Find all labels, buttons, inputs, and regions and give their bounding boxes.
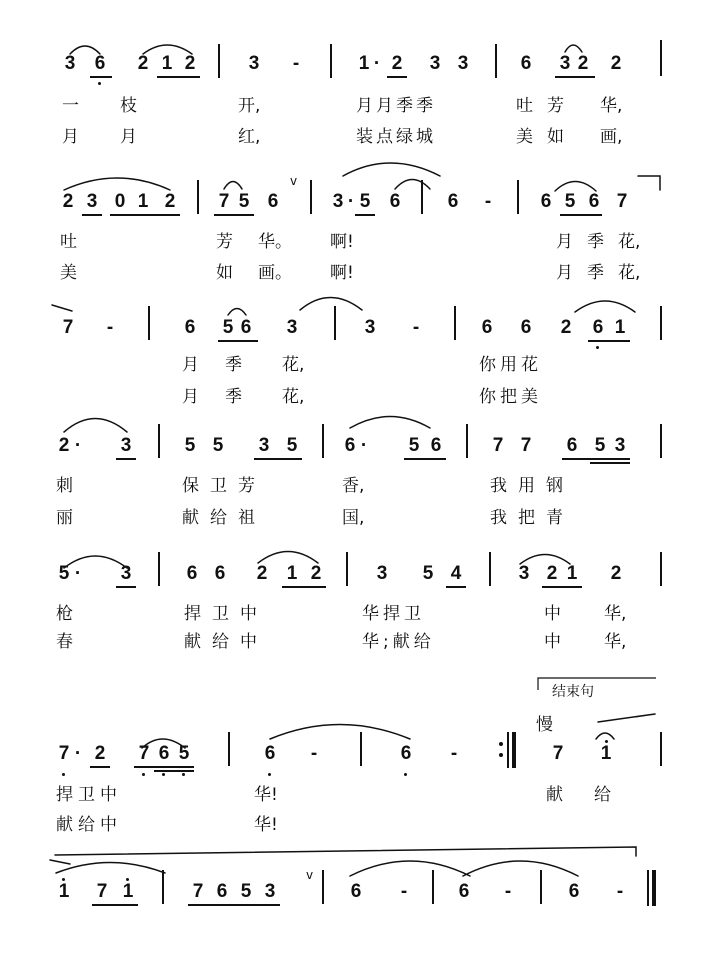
note: 6 [350, 881, 362, 902]
note: 7 [520, 435, 532, 456]
note: 2 [62, 191, 74, 212]
barline [489, 552, 491, 586]
lower-octave-dot [162, 773, 165, 776]
barline [432, 870, 434, 904]
note: 4 [450, 563, 462, 584]
note: 5 [238, 191, 250, 212]
note: 1 [58, 881, 70, 902]
lyric: 吐芳 [516, 96, 578, 116]
note: 6 [184, 317, 196, 338]
note: 7 [616, 191, 628, 212]
augmentation-dot: · [360, 435, 368, 456]
note: 6 [216, 881, 228, 902]
tie-end [50, 860, 70, 864]
upper-octave-dot [62, 878, 65, 881]
note: 6 [186, 563, 198, 584]
note: 6 [520, 317, 532, 338]
barline [158, 424, 160, 458]
underline [387, 76, 407, 78]
note: 6 [344, 435, 356, 456]
lyric: 花, [618, 263, 641, 283]
barline [218, 44, 220, 78]
note: 3 [64, 53, 76, 74]
tempo-slow: 慢 [536, 715, 553, 735]
barline [660, 40, 662, 76]
underline [188, 904, 280, 906]
slur [575, 301, 635, 312]
barline [421, 180, 423, 214]
note: 0 [114, 191, 126, 212]
lyric: 献给祖 [182, 508, 266, 528]
lyric: 月 [182, 355, 199, 375]
dash: - [310, 743, 318, 764]
barline [360, 732, 362, 766]
underline [555, 76, 595, 78]
lyric: 美 [60, 263, 77, 283]
barline [454, 306, 456, 340]
note: 7 [138, 743, 150, 764]
lyric: 献给中 [184, 632, 268, 652]
note: 6 [158, 743, 170, 764]
repeat-barline [507, 732, 509, 768]
note: 3 [376, 563, 388, 584]
note: 7 [492, 435, 504, 456]
underline [154, 770, 194, 772]
note: 6 [566, 435, 578, 456]
underline [590, 462, 630, 464]
augmentation-dot: · [74, 563, 82, 584]
underline [90, 766, 110, 768]
lyric: 中 [544, 604, 561, 624]
underline [404, 458, 446, 460]
barline [660, 424, 662, 458]
augmentation-dot: · [373, 53, 381, 74]
barline [330, 44, 332, 78]
barline [660, 732, 662, 766]
note: 2 [546, 563, 558, 584]
note: 2 [610, 53, 622, 74]
note: 5 [240, 881, 252, 902]
underline [560, 214, 602, 216]
repeat-barline-thick [512, 732, 516, 768]
note: 6 [481, 317, 493, 338]
barline [228, 732, 230, 766]
lyric: 给 [594, 785, 611, 805]
note: 6 [389, 191, 401, 212]
dash: - [412, 317, 420, 338]
note: 3 [258, 435, 270, 456]
augmentation-dot: · [347, 191, 355, 212]
lyric: 如 [216, 263, 233, 283]
breath-mark: v [306, 868, 314, 882]
note: 2 [58, 435, 70, 456]
underline [116, 458, 136, 460]
slur [343, 163, 440, 176]
tie-start [598, 714, 655, 722]
lyric: 美如 [516, 127, 578, 147]
lyric: 花, [618, 232, 641, 252]
note: 5 [422, 563, 434, 584]
note: 1 [600, 743, 612, 764]
lyric: 吐 [60, 232, 77, 252]
note: 2 [577, 53, 589, 74]
note: 3 [429, 53, 441, 74]
dash: - [106, 317, 114, 338]
underline [218, 340, 258, 342]
lyric: 华。 [258, 232, 292, 252]
note: 3 [457, 53, 469, 74]
note: 2 [184, 53, 196, 74]
note: 3 [518, 563, 530, 584]
lyric: 开, [238, 96, 261, 116]
lower-octave-dot [182, 773, 185, 776]
underline [110, 214, 180, 216]
note: 5 [58, 563, 70, 584]
lyric: 季 [225, 355, 242, 375]
barline [517, 180, 519, 214]
note: 6 [400, 743, 412, 764]
note: 7 [58, 743, 70, 764]
underline [254, 458, 302, 460]
barline [158, 552, 160, 586]
note: 3 [120, 563, 132, 584]
underline [134, 766, 194, 768]
lyric: 花, [282, 355, 305, 375]
note: 1 [566, 563, 578, 584]
breath-mark: v [290, 174, 298, 188]
lyric: 红, [238, 127, 261, 147]
underline [157, 76, 200, 78]
slur [224, 182, 242, 190]
note: 6 [264, 743, 276, 764]
lyric: 春 [56, 632, 73, 652]
barline [660, 306, 662, 340]
note: 6 [568, 881, 580, 902]
note: 3 [364, 317, 376, 338]
note: 7 [218, 191, 230, 212]
lyric: 月季 [556, 232, 618, 252]
slur [56, 863, 165, 874]
note: 7 [552, 743, 564, 764]
lyric: 装点绿城 [356, 127, 436, 147]
lyric: 国, [342, 508, 365, 528]
note: 1 [614, 317, 626, 338]
underline [562, 458, 630, 460]
dash: - [450, 743, 458, 764]
upper-octave-dot [126, 878, 129, 881]
lyric: 华! [254, 815, 278, 835]
barline [346, 552, 348, 586]
note: 5 [408, 435, 420, 456]
slur [395, 180, 430, 190]
note: 6 [458, 881, 470, 902]
lyric: 画。 [258, 263, 292, 283]
slur [350, 417, 430, 429]
lyric: 华捍卫 [362, 604, 425, 624]
note: 2 [137, 53, 149, 74]
lyric: 啊! [330, 263, 354, 283]
underline [355, 214, 375, 216]
augmentation-dot: · [74, 743, 82, 764]
dash: - [504, 881, 512, 902]
note: 2 [164, 191, 176, 212]
note: 5 [286, 435, 298, 456]
underline [92, 904, 138, 906]
underline [446, 586, 466, 588]
barline [162, 870, 164, 904]
lower-octave-dot [142, 773, 145, 776]
note: 6 [430, 435, 442, 456]
note: 3 [614, 435, 626, 456]
note: 5 [184, 435, 196, 456]
lyric: 月 [120, 127, 137, 147]
final-barline-thin [647, 870, 649, 906]
ending-label: 结束句 [552, 684, 594, 700]
note: 6 [94, 53, 106, 74]
note: 6 [447, 191, 459, 212]
barline [660, 552, 662, 586]
lower-octave-dot [596, 346, 599, 349]
note: 5 [564, 191, 576, 212]
note: 2 [256, 563, 268, 584]
lower-octave-dot [404, 773, 407, 776]
slur [228, 309, 246, 316]
slur [300, 298, 362, 311]
note: 5 [222, 317, 234, 338]
note: 7 [192, 881, 204, 902]
lyric: 花, [282, 387, 305, 407]
lyric: 我用钢 [490, 476, 574, 496]
slur [350, 861, 470, 876]
note: 2 [310, 563, 322, 584]
barline [148, 306, 150, 340]
lyric: 华, [600, 96, 623, 116]
note: 6 [267, 191, 279, 212]
dash: - [484, 191, 492, 212]
repeat-dot [499, 753, 503, 757]
lyric: 献 [546, 785, 563, 805]
note: 1 [358, 53, 370, 74]
note: 5 [359, 191, 371, 212]
slur [565, 45, 582, 52]
slur [64, 419, 127, 433]
lower-octave-dot [268, 773, 271, 776]
lyric: 中 [544, 632, 561, 652]
slur [270, 725, 410, 740]
note: 1 [137, 191, 149, 212]
underline [90, 76, 112, 78]
barline [495, 44, 497, 78]
note: 3 [86, 191, 98, 212]
lyric: 华, [604, 604, 627, 624]
augmentation-dot: · [74, 435, 82, 456]
note: 6 [540, 191, 552, 212]
note: 3 [559, 53, 571, 74]
lyric: 月 [62, 127, 79, 147]
lyric: 画, [600, 127, 623, 147]
slur [258, 552, 318, 564]
underline [214, 214, 254, 216]
slur [64, 178, 170, 190]
underline [116, 586, 136, 588]
upper-octave-dot [605, 740, 608, 743]
barline [322, 870, 324, 904]
lyric: 月月季季 [356, 96, 436, 116]
lyric: 献给中 [56, 815, 122, 835]
lyric: 枪 [56, 604, 73, 624]
final-barline-thick [652, 870, 656, 906]
note: 6 [520, 53, 532, 74]
note: 7 [62, 317, 74, 338]
note: 5 [178, 743, 190, 764]
repeat-dot [499, 742, 503, 746]
lyric: 月季 [556, 263, 618, 283]
note: 1 [122, 881, 134, 902]
barline [540, 870, 542, 904]
slur [596, 733, 614, 739]
lyric: 啊! [330, 232, 354, 252]
lyric: 我把青 [490, 508, 574, 528]
tie-start [638, 176, 660, 190]
barline [197, 180, 199, 214]
slur [555, 182, 596, 192]
lower-octave-dot [98, 82, 101, 85]
note: 1 [161, 53, 173, 74]
lyric: 捍卫中 [56, 785, 122, 805]
lyric: 芳 [216, 232, 233, 252]
underline [588, 340, 630, 342]
lyric: 华;献给 [362, 632, 435, 652]
underline [542, 586, 582, 588]
lyric: 枝 [120, 96, 137, 116]
note: 2 [610, 563, 622, 584]
lyric: 华! [254, 785, 278, 805]
note: 2 [391, 53, 403, 74]
note: 3 [264, 881, 276, 902]
barline [310, 180, 312, 214]
note: 6 [592, 317, 604, 338]
lyric: 丽 [56, 508, 73, 528]
barline [322, 424, 324, 458]
note: 2 [94, 743, 106, 764]
dash: - [616, 881, 624, 902]
lyric: 华, [604, 632, 627, 652]
lyric: 香, [342, 476, 365, 496]
barline [334, 306, 336, 340]
dash: - [292, 53, 300, 74]
lyric: 月 [182, 387, 199, 407]
lyric: 你用花 [479, 355, 542, 375]
lyric: 保卫芳 [182, 476, 266, 496]
lower-octave-dot [62, 773, 65, 776]
underline [82, 214, 102, 216]
note: 3 [286, 317, 298, 338]
lyric: 季 [225, 387, 242, 407]
tie-end [52, 305, 72, 311]
underline [282, 586, 326, 588]
lyric: 一 [62, 96, 79, 116]
slur [463, 861, 578, 876]
dash: - [400, 881, 408, 902]
note: 3 [248, 53, 260, 74]
note: 6 [240, 317, 252, 338]
note: 2 [560, 317, 572, 338]
lyric: 捍卫中 [184, 604, 268, 624]
slur [55, 847, 636, 856]
lyric: 你把美 [479, 387, 542, 407]
barline [466, 424, 468, 458]
note: 7 [96, 881, 108, 902]
note: 6 [214, 563, 226, 584]
lyric: 刺 [56, 476, 73, 496]
note: 3 [120, 435, 132, 456]
note: 1 [286, 563, 298, 584]
note: 5 [594, 435, 606, 456]
note: 5 [212, 435, 224, 456]
note: 3 [332, 191, 344, 212]
note: 6 [588, 191, 600, 212]
